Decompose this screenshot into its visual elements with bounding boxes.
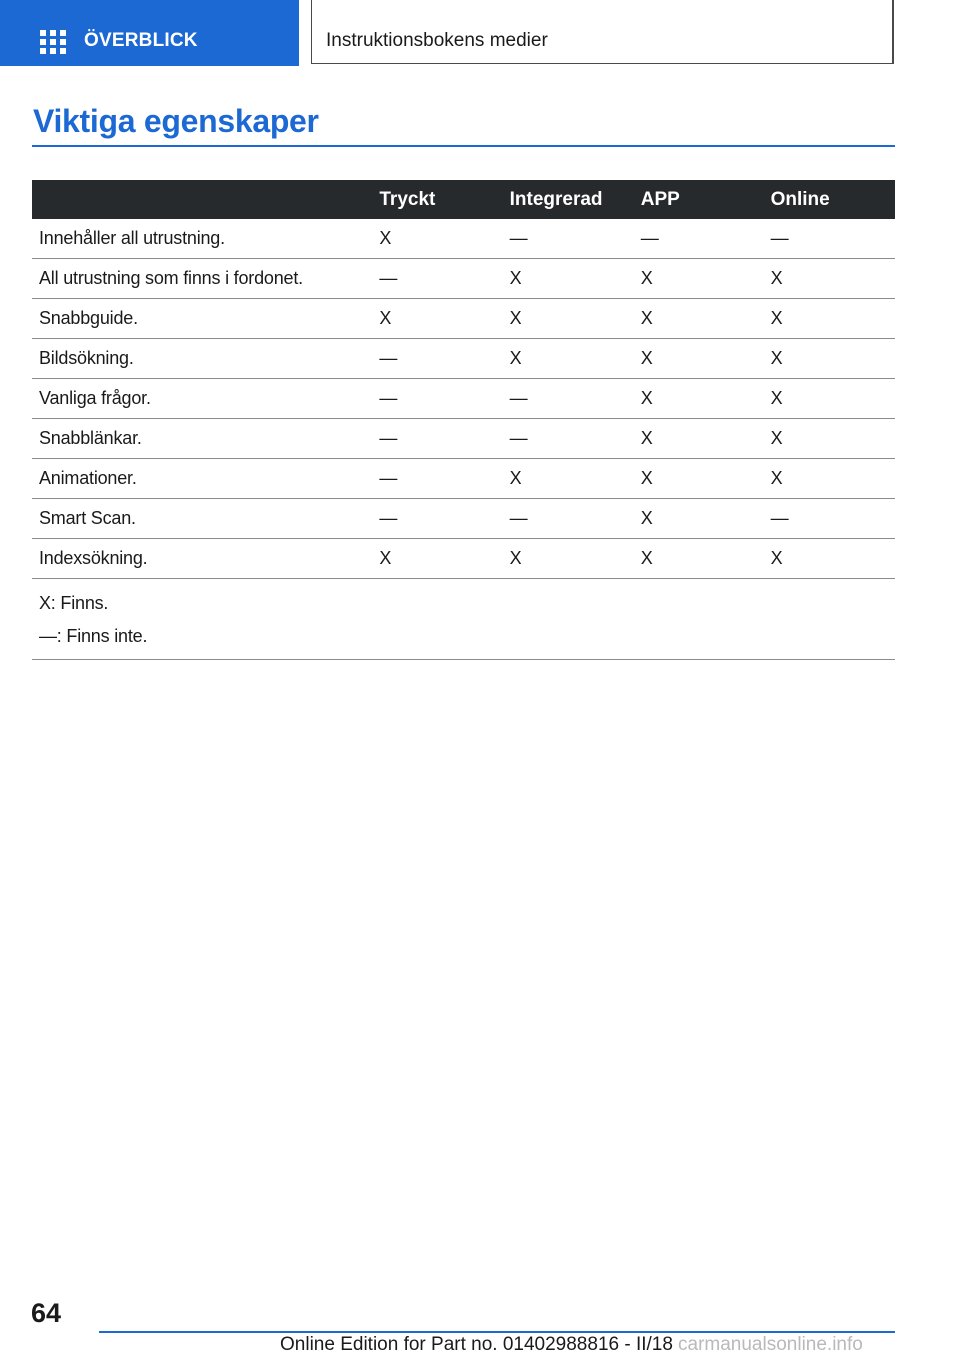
cell-value: — xyxy=(376,339,506,379)
cell-value: — xyxy=(376,459,506,499)
table-legend xyxy=(32,579,895,660)
watermark: carmanualsonline.info xyxy=(678,1334,863,1355)
cell-value: — xyxy=(507,419,638,459)
cell-value: X xyxy=(638,539,768,579)
row-label: Indexsökning. xyxy=(32,539,376,579)
cell-value: — xyxy=(376,419,506,459)
cell-value: — xyxy=(376,499,506,539)
cell-value: X xyxy=(768,419,895,459)
table-header-row xyxy=(32,180,895,219)
table-row xyxy=(32,499,895,539)
column-header-app: APP xyxy=(638,180,768,219)
page-title: Viktiga egenskaper xyxy=(33,103,319,139)
cell-value: — xyxy=(507,379,638,419)
cell-value: X xyxy=(638,459,768,499)
row-label: Animationer. xyxy=(32,459,376,499)
title-divider xyxy=(32,145,895,147)
footer-edition-text: Online Edition for Part no. 01402988816 - II/18 xyxy=(280,1334,673,1355)
cell-value: X xyxy=(768,379,895,419)
column-header-feature xyxy=(32,180,376,219)
row-label: Vanliga frågor. xyxy=(32,379,376,419)
cell-value: — xyxy=(507,219,638,259)
row-label: Smart Scan. xyxy=(32,499,376,539)
cell-value: — xyxy=(376,379,506,419)
row-label: Snabbguide. xyxy=(32,299,376,339)
cell-value: X xyxy=(376,219,506,259)
cell-value: X xyxy=(507,459,638,499)
cell-value: — xyxy=(376,259,506,299)
section-tab[interactable] xyxy=(311,0,894,64)
overview-tab-label: ÖVERBLICK xyxy=(84,30,198,51)
cell-value: X xyxy=(768,459,895,499)
row-label: Snabblänkar. xyxy=(32,419,376,459)
cell-value: X xyxy=(507,259,638,299)
table-row xyxy=(32,219,895,259)
table-row xyxy=(32,539,895,579)
column-header-integrerad: Integrerad xyxy=(507,180,638,219)
legend-not-available: —: Finns inte. xyxy=(39,626,148,646)
cell-value: X xyxy=(507,299,638,339)
cell-value: X xyxy=(768,299,895,339)
cell-value: X xyxy=(507,539,638,579)
cell-value: X xyxy=(376,299,506,339)
cell-value: X xyxy=(638,299,768,339)
row-label: Innehåller all utrustning. xyxy=(32,219,376,259)
features-table xyxy=(32,180,895,660)
cell-value: X xyxy=(376,539,506,579)
overview-tab[interactable] xyxy=(0,0,299,66)
cell-value: — xyxy=(638,219,768,259)
table-row xyxy=(32,379,895,419)
cell-value: X xyxy=(768,539,895,579)
cell-value: X xyxy=(768,339,895,379)
table-row xyxy=(32,259,895,299)
table-row xyxy=(32,419,895,459)
cell-value: X xyxy=(638,339,768,379)
cell-value: X xyxy=(638,499,768,539)
cell-value: X xyxy=(638,259,768,299)
table-row xyxy=(32,339,895,379)
table-row xyxy=(32,459,895,499)
cell-value: X xyxy=(768,259,895,299)
cell-value: — xyxy=(768,499,895,539)
top-navigation xyxy=(0,0,960,66)
column-header-online: Online xyxy=(768,180,895,219)
legend-available: X: Finns. xyxy=(39,593,109,613)
row-label: Bildsökning. xyxy=(32,339,376,379)
grid-icon xyxy=(40,30,66,54)
column-header-tryckt: Tryckt xyxy=(376,180,506,219)
cell-value: — xyxy=(768,219,895,259)
cell-value: X xyxy=(638,419,768,459)
section-tab-label: Instruktionsbokens medier xyxy=(326,30,548,51)
cell-value: X xyxy=(507,339,638,379)
page-number: 64 xyxy=(31,1298,62,1328)
cell-value: X xyxy=(638,379,768,419)
table-row xyxy=(32,299,895,339)
table-legend-row xyxy=(32,579,895,660)
footer-divider xyxy=(99,1331,895,1333)
row-label: All utrustning som finns i fordonet. xyxy=(32,259,376,299)
cell-value: — xyxy=(507,499,638,539)
